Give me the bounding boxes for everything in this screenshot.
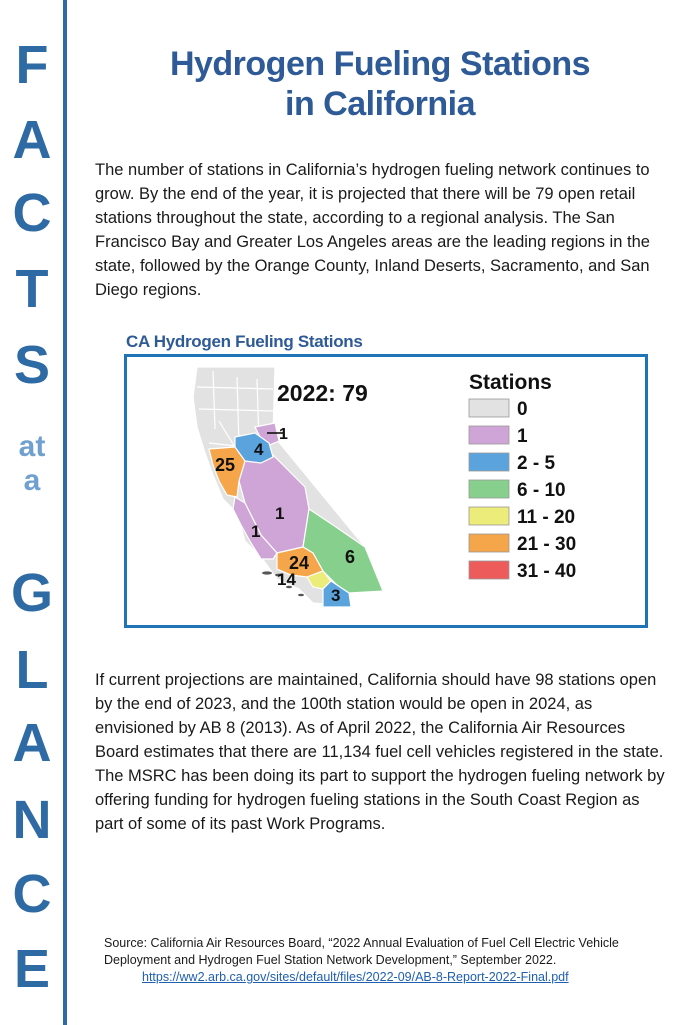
legend-label: 6 - 10 xyxy=(517,480,566,501)
sidebar-divider xyxy=(63,0,67,1025)
sidebar-letter: a xyxy=(23,464,41,497)
label-central-valley: 1 xyxy=(275,504,285,523)
facts-at-a-glance-sidebar xyxy=(0,0,64,1025)
legend-title: Stations xyxy=(469,371,552,394)
sidebar-letter: at xyxy=(18,430,46,463)
sidebar-letter: C xyxy=(12,864,52,924)
source-text: Source: California Air Resources Board, “2022 Annual Evaluation of Fuel Cell Electric Vehicle Deployment and Hydrogen Fuel Station Network Development,” September 2022. xyxy=(104,936,619,967)
label-sacramento: 4 xyxy=(254,440,264,459)
legend-swatch xyxy=(469,480,509,498)
legend-item xyxy=(469,561,576,582)
legend-swatch xyxy=(469,561,509,579)
map-heading: CA Hydrogen Fueling Stations xyxy=(126,332,363,351)
label-central-coast: 1 xyxy=(251,522,261,541)
legend-label: 0 xyxy=(517,399,528,420)
california-map xyxy=(127,357,645,625)
source-link[interactable]: https://ww2.arb.ca.gov/sites/default/files/2022-09/AB-8-Report-2022-Final.pdf xyxy=(142,970,569,984)
sidebar-letter: T xyxy=(15,259,49,319)
sidebar-letter: A xyxy=(12,713,52,773)
legend-label: 11 - 20 xyxy=(517,507,576,528)
legend-item xyxy=(469,399,528,420)
legend-swatch xyxy=(469,399,509,417)
sidebar-letter: G xyxy=(10,563,53,623)
legend-item xyxy=(469,507,575,528)
sidebar-letter: N xyxy=(12,790,52,850)
legend-swatch xyxy=(469,507,509,525)
map-legend xyxy=(469,371,576,582)
legend-swatch xyxy=(469,453,509,471)
sidebar-letter: C xyxy=(12,183,52,243)
legend-item xyxy=(469,426,528,447)
legend-item xyxy=(469,534,576,555)
station-map-figure xyxy=(124,354,648,628)
title-line-2: in California xyxy=(285,85,475,123)
source-citation xyxy=(104,935,664,986)
map-year-total: 2022: 79 xyxy=(277,380,368,406)
title-line-1: Hydrogen Fueling Stations xyxy=(169,45,591,83)
sidebar-letter: A xyxy=(12,110,52,170)
legend-swatch xyxy=(469,534,509,552)
sidebar-letter: E xyxy=(13,939,51,999)
sidebar-letter: F xyxy=(15,35,49,95)
intro-paragraph: The number of stations in California’s hydrogen fueling network continues to grow. By the end of the year, it is projected that there will be 79 open retail stations throughout the state, according to a regional analysis. The San Francisco Bay and Greater Los Angeles areas are the leading regions in the state, followed by the Orange County, Inland Deserts, Sacramento, and San Diego regions. xyxy=(95,161,650,299)
closing-paragraph: If current projections are maintained, California should have 98 stations open by the end of 2023, and the 100th station would be open in 2024, as envisioned by AB 8 (2013). As of April 2022, the California Air Resources Board estimates that there are 11,134 fuel cell vehicles registered in the state. The MSRC has been doing its part to support the hydrogen fueling network by offering funding for hydrogen fueling stations in the South Coast Region as part of some of its past Work Programs. xyxy=(95,671,665,833)
legend-label: 21 - 30 xyxy=(517,534,577,555)
label-inland-deserts: 6 xyxy=(345,547,356,567)
legend-label: 1 xyxy=(517,426,528,447)
sidebar-letter: L xyxy=(15,640,49,700)
sidebar-letter: S xyxy=(13,335,51,395)
legend-label: 31 - 40 xyxy=(517,561,577,582)
legend-item xyxy=(469,480,566,501)
label-san-diego: 3 xyxy=(331,586,341,605)
legend-label: 2 - 5 xyxy=(517,453,556,474)
label-bay-area: 25 xyxy=(215,455,236,475)
page-title xyxy=(90,44,670,124)
legend-item xyxy=(469,453,555,474)
label-sacramento-east: 1 xyxy=(279,426,288,443)
label-los-angeles: 24 xyxy=(289,553,310,573)
legend-swatch xyxy=(469,426,509,444)
label-orange-county: 14 xyxy=(277,570,296,589)
